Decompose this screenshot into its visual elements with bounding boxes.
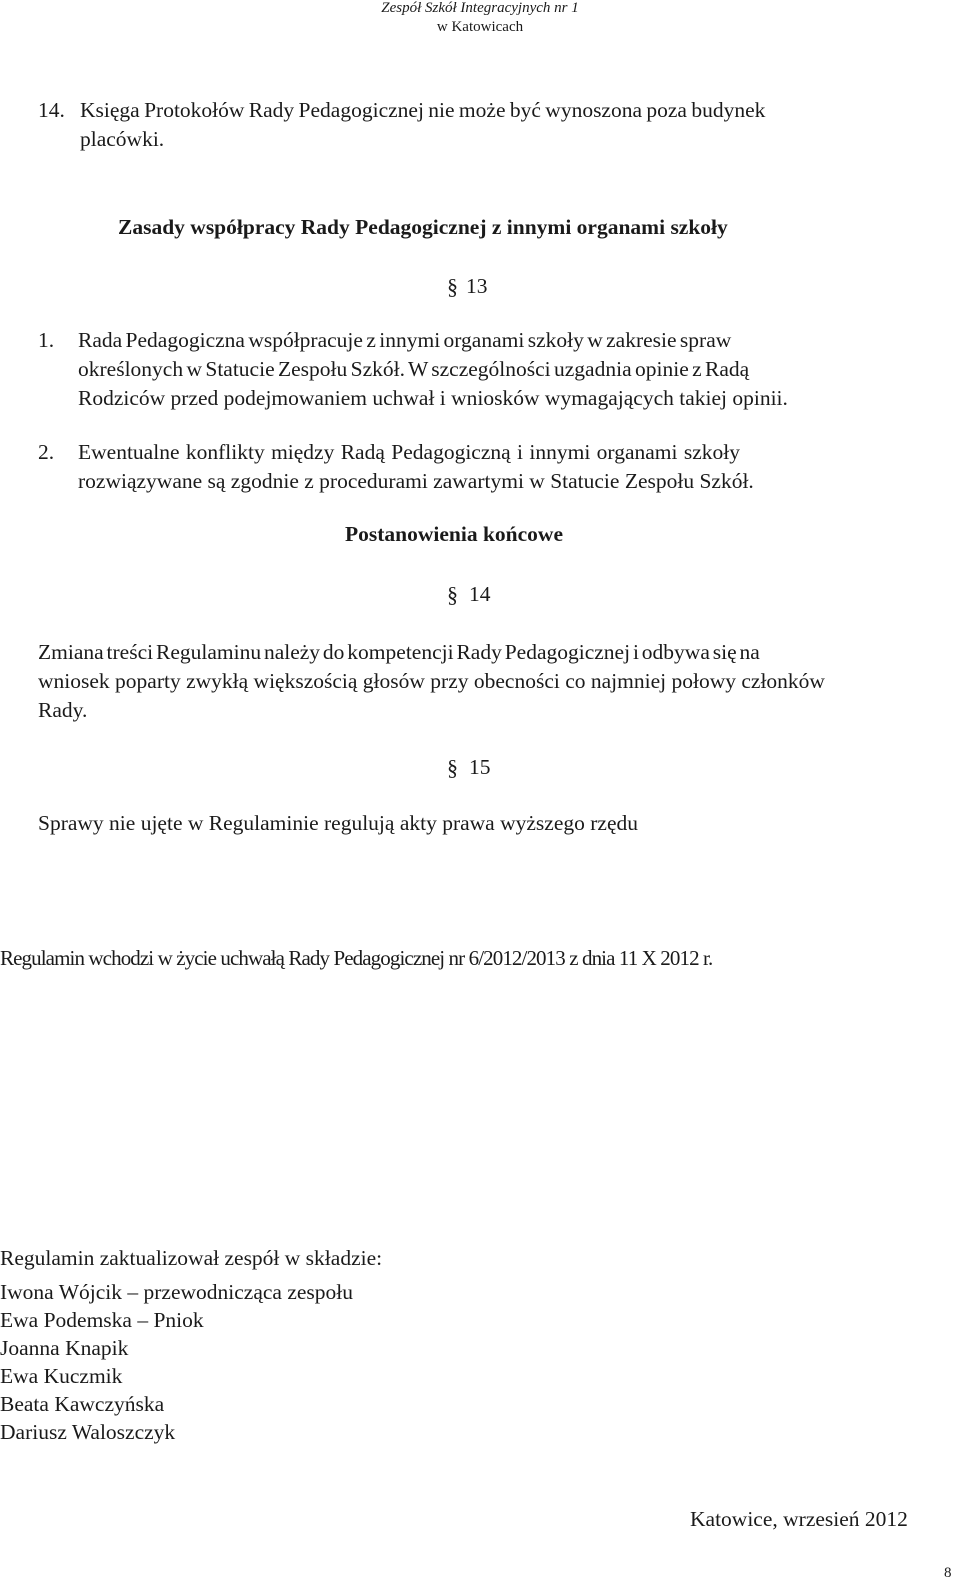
- team-member: Iwona Wójcik – przewodnicząca zespołu: [0, 1280, 354, 1304]
- header-city: w Katowicach: [436, 19, 524, 35]
- item-14-number: 14.: [38, 98, 65, 122]
- paragraph-sign-15: §: [447, 755, 458, 780]
- point-2-number: 2.: [38, 440, 55, 464]
- point-2-line2: rozwiązywane są zgodnie z procedurami zawartymi w Statucie Zespołu Szkół.: [78, 469, 754, 493]
- paragraph-sign-14: §: [447, 582, 458, 607]
- team-intro: Regulamin zaktualizował zespół w składzie:: [0, 1246, 383, 1270]
- effective-date-statement: Regulamin wchodzi w życie uchwałą Rady Pedagogicznej nr 6/2012/2013 z dnia 11 X 2012 r.: [0, 946, 713, 970]
- point-1-line3: Rodziców przed podejmowaniem uchwał i wniosków wymagających takiej opinii.: [78, 386, 788, 410]
- section-final-title: Postanowienia końcowe: [345, 522, 563, 546]
- paragraph-14-line1: Zmiana treści Regulaminu należy do kompetencji Rady Pedagogicznej i odbywa się na: [38, 640, 760, 664]
- paragraph-15-text: Sprawy nie ujęte w Regulaminie regulują akty prawa wyższego rzędu: [38, 811, 638, 835]
- team-member: Joanna Knapik: [0, 1336, 129, 1360]
- team-member: Ewa Podemska – Pniok: [0, 1308, 204, 1332]
- paragraph-14-line2: wniosek poparty zwykłą większością głosów przy obecności co najmniej połowy członków: [38, 669, 825, 693]
- page-number: 8: [944, 1565, 952, 1581]
- team-member: Dariusz Waloszczyk: [0, 1420, 176, 1444]
- point-1-line2: określonych w Statucie Zespołu Szkół. W szczególności uzgadnia opinie z Radą: [78, 357, 750, 381]
- paragraph-number-14: 14: [469, 582, 491, 606]
- place-and-date: Katowice, wrzesień 2012: [690, 1507, 908, 1531]
- section-cooperation-title: Zasady współpracy Rady Pedagogicznej z innymi organami szkoły: [118, 215, 728, 239]
- point-1-number: 1.: [38, 328, 55, 352]
- item-14-line1: Księga Protokołów Rady Pedagogicznej nie może być wynoszona poza budynek: [80, 98, 766, 122]
- paragraph-14-line3: Rady.: [38, 698, 88, 722]
- team-member: Ewa Kuczmik: [0, 1364, 123, 1388]
- paragraph-sign-13: §: [447, 274, 458, 299]
- point-1-line1: Rada Pedagogiczna współpracuje z innymi organami szkoły w zakresie spraw: [78, 328, 732, 352]
- point-2-line1: Ewentualne konflikty między Radą Pedagogiczną i innymi organami szkoły: [78, 440, 740, 464]
- paragraph-number-15: 15: [469, 755, 491, 779]
- paragraph-number-13: 13: [466, 274, 488, 298]
- team-member: Beata Kawczyńska: [0, 1392, 165, 1416]
- item-14-line2: placówki.: [80, 127, 165, 151]
- header-school-name: Zespół Szkół Integracyjnych nr 1: [381, 0, 579, 16]
